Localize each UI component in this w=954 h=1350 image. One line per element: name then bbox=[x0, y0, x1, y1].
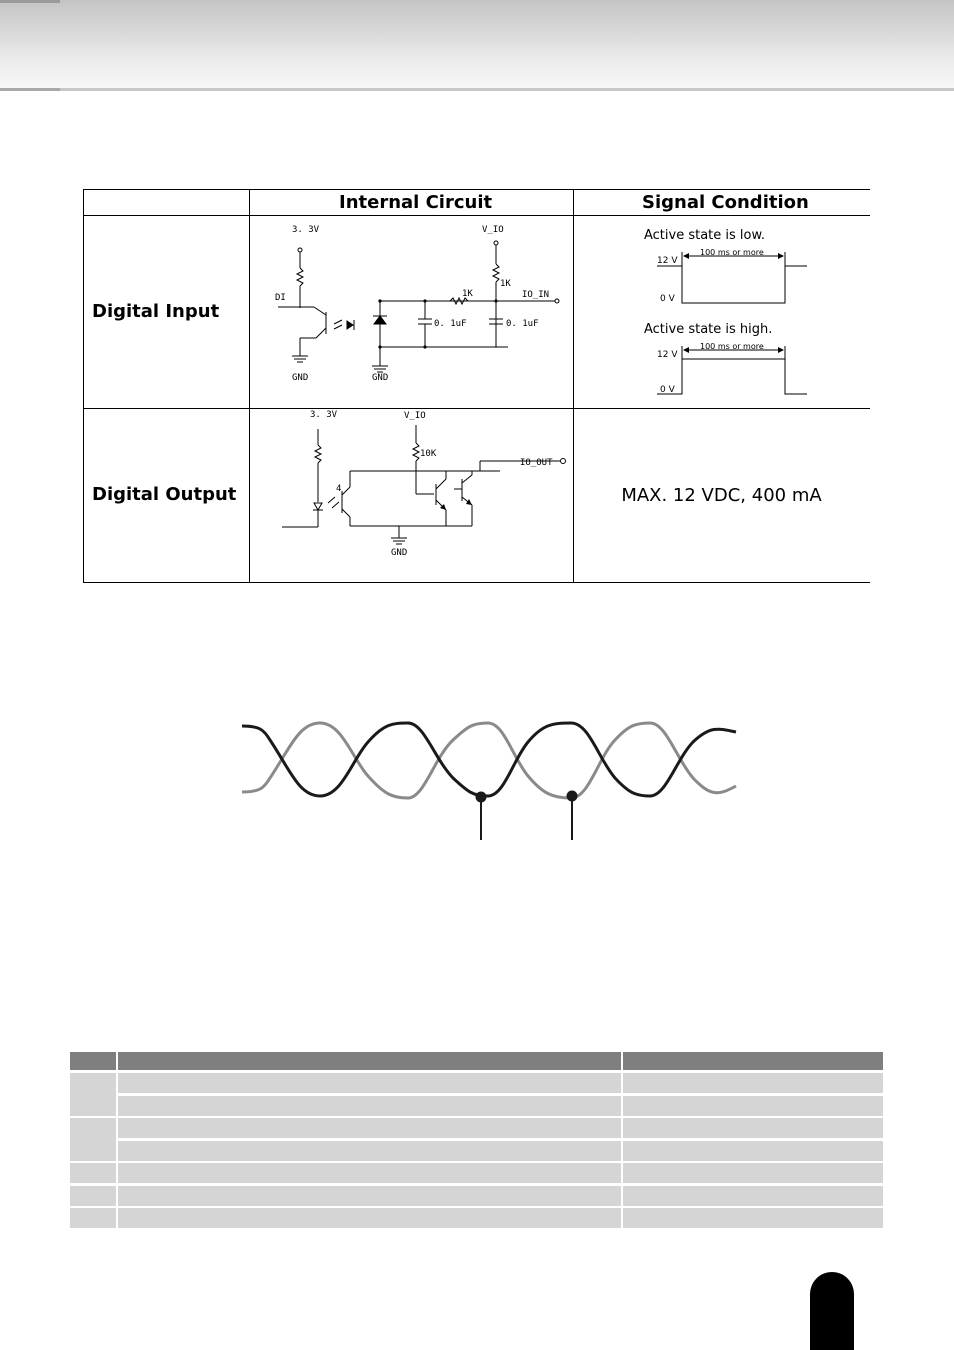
active-low-title: Active state is low. bbox=[644, 228, 766, 243]
table-row bbox=[70, 1186, 883, 1206]
pin-table-header bbox=[70, 1052, 883, 1070]
connection-point-2 bbox=[567, 791, 578, 802]
header-divider bbox=[0, 88, 954, 91]
header-signal-condition: Signal Condition bbox=[642, 192, 809, 213]
label-vio: V_IO bbox=[482, 225, 504, 235]
label-di: DI bbox=[275, 293, 286, 303]
high-0v: 0 V bbox=[660, 385, 675, 395]
wire-dark bbox=[242, 723, 736, 796]
row-label-digital-input: Digital Input bbox=[92, 301, 220, 322]
twisted-pair-illustration bbox=[238, 718, 740, 842]
out-label-10k: 10K bbox=[420, 449, 437, 459]
header-tick bbox=[0, 0, 60, 3]
out-label-pin4: 4 bbox=[336, 484, 342, 494]
label-gnd-2: GND bbox=[372, 373, 389, 383]
io-spec-table bbox=[83, 189, 870, 583]
table-row bbox=[70, 1208, 883, 1228]
label-io-in: IO_IN bbox=[522, 290, 550, 300]
merged-cell bbox=[70, 1138, 116, 1141]
header-internal-circuit: Internal Circuit bbox=[339, 192, 493, 213]
page-header-band bbox=[0, 0, 954, 88]
label-series-1k: 1K bbox=[462, 289, 473, 299]
out-label-gnd: GND bbox=[391, 548, 408, 558]
duration-low: 100 ms or more bbox=[700, 248, 764, 257]
table-row bbox=[70, 1118, 883, 1138]
out-label-3v3: 3. 3V bbox=[310, 410, 338, 420]
label-cap1: 0. 1uF bbox=[434, 319, 467, 329]
merged-cell bbox=[70, 1093, 116, 1096]
high-12v: 12 V bbox=[657, 350, 678, 360]
table-row bbox=[70, 1163, 883, 1183]
page-number-tab bbox=[810, 1272, 854, 1350]
label-pullup-1k: 1K bbox=[500, 279, 511, 289]
digital-input-signal bbox=[574, 216, 870, 408]
row-label-digital-output: Digital Output bbox=[92, 484, 237, 505]
table-row bbox=[70, 1096, 883, 1116]
low-12v: 12 V bbox=[657, 256, 678, 266]
table-row bbox=[70, 1073, 883, 1093]
low-0v: 0 V bbox=[660, 294, 675, 304]
connection-point-1 bbox=[476, 792, 487, 803]
digital-input-circuit bbox=[250, 216, 574, 408]
label-3v3: 3. 3V bbox=[292, 225, 320, 235]
wire-light bbox=[242, 723, 736, 798]
label-cap2: 0. 1uF bbox=[506, 319, 539, 329]
output-max-rating: MAX. 12 VDC, 400 mA bbox=[621, 485, 822, 506]
out-label-io-out: IO_OUT bbox=[520, 458, 553, 468]
table-row bbox=[70, 1141, 883, 1161]
digital-output-circuit bbox=[250, 409, 574, 582]
active-high-title: Active state is high. bbox=[644, 322, 773, 337]
label-gnd-1: GND bbox=[292, 373, 309, 383]
out-label-vio: V_IO bbox=[404, 411, 426, 421]
header-accent bbox=[0, 88, 60, 91]
duration-high: 100 ms or more bbox=[700, 342, 764, 351]
